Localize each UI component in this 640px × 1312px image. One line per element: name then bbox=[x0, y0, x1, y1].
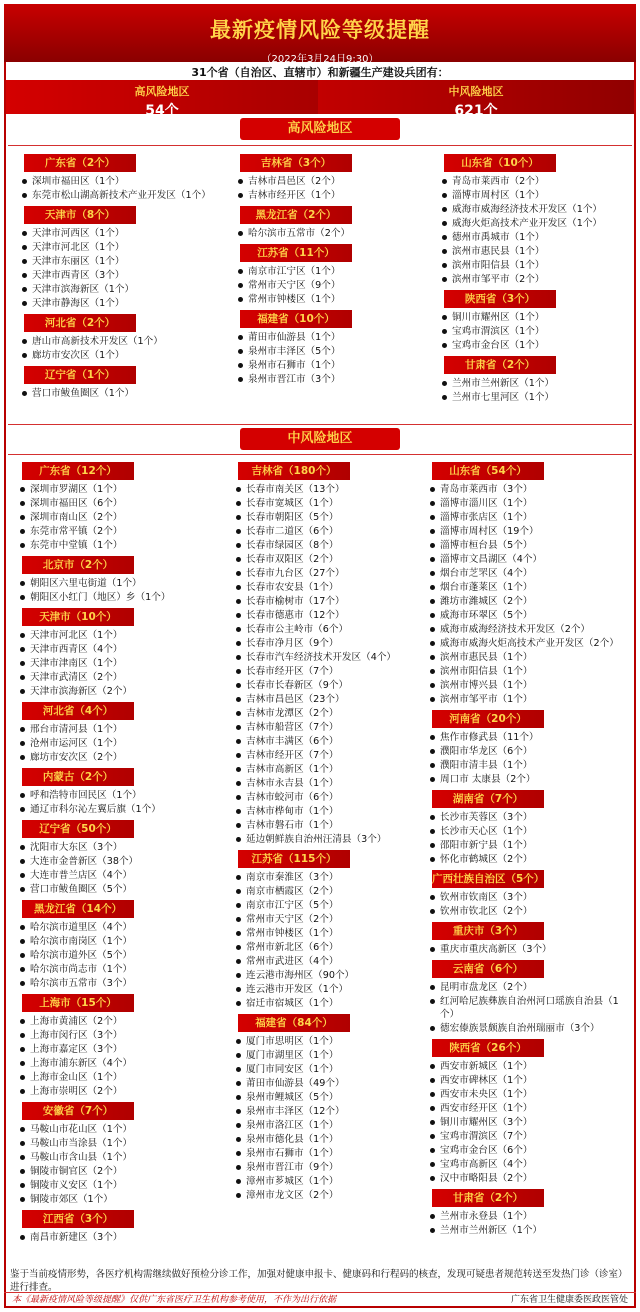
area-item: 滨州市邹平市（2个） bbox=[440, 273, 632, 286]
area-item: 哈尔滨市道外区（5个） bbox=[18, 949, 218, 962]
area-item: 威海市威海经济技术开发区（1个） bbox=[440, 203, 632, 216]
area-list bbox=[18, 921, 218, 990]
area-item: 濮阳市华龙区（6个） bbox=[428, 745, 632, 758]
area-item: 上海市金山区（1个） bbox=[18, 1071, 218, 1084]
area-item: 天津市河北区（1个） bbox=[18, 629, 218, 642]
area-item: 怀化市鹤城区（2个） bbox=[428, 853, 632, 866]
area-item: 东莞市中堂镇（1个） bbox=[18, 539, 218, 552]
province-header: 天津市（10个） bbox=[22, 608, 134, 626]
province-header: 北京市（2个） bbox=[22, 556, 134, 574]
province-header: 甘肃省（2个） bbox=[432, 1189, 544, 1207]
footer bbox=[4, 1292, 636, 1308]
area-item: 兰州市兰州新区（1个） bbox=[428, 1224, 632, 1237]
area-item: 吉林市经开区（7个） bbox=[234, 749, 430, 762]
area-list bbox=[428, 891, 632, 918]
area-item: 滨州市博兴县（1个） bbox=[428, 679, 632, 692]
area-item: 长春市汽车经济技术开发区（4个） bbox=[234, 651, 430, 664]
area-item: 吉林市船营区（7个） bbox=[234, 721, 430, 734]
area-item: 深圳市福田区（1个） bbox=[20, 175, 220, 188]
area-item: 濮阳市清丰县（1个） bbox=[428, 759, 632, 772]
province-header: 陕西省（26个） bbox=[432, 1039, 544, 1057]
province-header: 福建省（10个） bbox=[240, 310, 352, 328]
area-item: 长春市二道区（6个） bbox=[234, 525, 430, 538]
area-item: 常州市钟楼区（1个） bbox=[236, 293, 426, 306]
area-item: 泉州市晋江市（9个） bbox=[234, 1161, 430, 1174]
section-divider bbox=[8, 424, 632, 425]
area-item: 朝阳区六里屯街道（1个） bbox=[18, 577, 218, 590]
header bbox=[4, 4, 636, 65]
area-item: 厦门市思明区（1个） bbox=[234, 1035, 430, 1048]
scope-text: 31个省（自治区、直辖市）和新疆生产建设兵团有： bbox=[191, 66, 449, 79]
area-list bbox=[440, 377, 632, 404]
province-header: 云南省（6个） bbox=[432, 960, 544, 978]
mid-risk-summary-count: 621个 bbox=[454, 103, 498, 119]
area-list bbox=[236, 265, 426, 306]
area-item: 德州市禹城市（1个） bbox=[440, 231, 632, 244]
area-item: 呼和浩特市回民区（1个） bbox=[18, 789, 218, 802]
area-item: 宝鸡市金台区（1个） bbox=[440, 339, 632, 352]
area-item: 泉州市晋江市（3个） bbox=[236, 373, 426, 386]
area-item: 连云港市开发区（1个） bbox=[234, 983, 430, 996]
area-item: 泉州市石狮市（1个） bbox=[234, 1147, 430, 1160]
area-item: 哈尔滨市南岗区（1个） bbox=[18, 935, 218, 948]
province-header: 甘肃省（2个） bbox=[444, 356, 556, 374]
area-list bbox=[18, 841, 218, 896]
area-item: 淄博市周村区（19个） bbox=[428, 525, 632, 538]
area-item: 厦门市同安区（1个） bbox=[234, 1063, 430, 1076]
area-item: 宿迁市宿城区（1个） bbox=[234, 997, 430, 1010]
area-item: 吉林市昌邑区（23个） bbox=[234, 693, 430, 706]
page-title: 最新疫情风险等级提醒 bbox=[210, 18, 430, 42]
notice-text: 鉴于当前疫情形势，各医疗机构需继续做好预检分诊工作，加强对健康申报卡、健康码和行程码的核查，发现可疑患者规范转送至发热门诊（诊室）进行排查。 bbox=[10, 1269, 628, 1293]
province-header: 陕西省（3个） bbox=[444, 290, 556, 308]
area-list bbox=[236, 227, 426, 240]
province-header: 广东省（2个） bbox=[24, 154, 136, 172]
area-list bbox=[20, 175, 220, 202]
province-header: 广西壮族自治区（5个） bbox=[432, 870, 544, 888]
province-header: 江苏省（11个） bbox=[240, 244, 352, 262]
area-item: 吉林市蛟河市（6个） bbox=[234, 791, 430, 804]
area-list bbox=[428, 1210, 632, 1237]
area-item: 长春市南关区（13个） bbox=[234, 483, 430, 496]
area-list bbox=[18, 483, 218, 552]
area-item: 南京市栖霞区（2个） bbox=[234, 885, 430, 898]
province-header: 广东省（12个） bbox=[22, 462, 134, 480]
area-item: 哈尔滨市五常市（3个） bbox=[18, 977, 218, 990]
area-item: 大连市普兰店区（4个） bbox=[18, 869, 218, 882]
area-item: 兰州市永登县（1个） bbox=[428, 1210, 632, 1223]
area-item: 滨州市惠民县（1个） bbox=[440, 245, 632, 258]
footer-source: 广东省卫生健康委医政医管处 bbox=[510, 1295, 628, 1305]
page-subtitle: （2022年3月24日9:30） bbox=[261, 54, 379, 65]
province-header: 吉林省（3个） bbox=[240, 154, 352, 172]
area-item: 莆田市仙游县（1个） bbox=[236, 331, 426, 344]
area-item: 淄博市桓台县（5个） bbox=[428, 539, 632, 552]
area-item: 焦作市修武县（11个） bbox=[428, 731, 632, 744]
area-item: 马鞍山市当涂县（1个） bbox=[18, 1137, 218, 1150]
mid-risk-divider bbox=[8, 454, 632, 455]
area-item: 常州市天宁区（9个） bbox=[236, 279, 426, 292]
area-item: 长春市九台区（27个） bbox=[234, 567, 430, 580]
area-item: 天津市滨海新区（1个） bbox=[20, 283, 220, 296]
area-item: 邢台市清河县（1个） bbox=[18, 723, 218, 736]
area-list bbox=[440, 311, 632, 352]
area-item: 南京市江宁区（1个） bbox=[236, 265, 426, 278]
area-item: 南京市秦淮区（3个） bbox=[234, 871, 430, 884]
area-item: 铜陵市郊区（1个） bbox=[18, 1193, 218, 1206]
area-item: 吉林市高新区（1个） bbox=[234, 763, 430, 776]
high-risk-summary-label: 高风险地区 bbox=[134, 85, 190, 98]
province-header: 上海市（15个） bbox=[22, 994, 134, 1012]
area-list bbox=[234, 1035, 430, 1202]
area-list bbox=[234, 483, 430, 846]
area-item: 营口市鲅鱼圈区（5个） bbox=[18, 883, 218, 896]
area-item: 长沙市天心区（1个） bbox=[428, 825, 632, 838]
area-item: 重庆市重庆高新区（3个） bbox=[428, 943, 632, 956]
high-risk-column-3 bbox=[440, 150, 632, 405]
area-item: 天津市西青区（3个） bbox=[20, 269, 220, 282]
province-header: 河南省（20个） bbox=[432, 710, 544, 728]
province-header: 辽宁省（1个） bbox=[24, 366, 136, 384]
area-item: 滨州市惠民县（1个） bbox=[428, 651, 632, 664]
mid-risk-column-2 bbox=[234, 458, 430, 1203]
area-item: 长春市净月区（9个） bbox=[234, 637, 430, 650]
area-item: 泉州市石狮市（1个） bbox=[236, 359, 426, 372]
area-item: 上海市崇明区（2个） bbox=[18, 1085, 218, 1098]
area-item: 东莞市松山湖高新技术产业开发区（1个） bbox=[20, 189, 220, 202]
area-list bbox=[18, 629, 218, 698]
province-header: 江西省（3个） bbox=[22, 1210, 134, 1228]
area-list bbox=[236, 331, 426, 386]
area-item: 威海市威海火炬高技术产业开发区（2个） bbox=[428, 637, 632, 650]
area-item: 通辽市科尔沁左翼后旗（1个） bbox=[18, 803, 218, 816]
province-header: 黑龙江省（14个） bbox=[22, 900, 134, 918]
province-header: 河北省（4个） bbox=[22, 702, 134, 720]
area-item: 东莞市常平镇（2个） bbox=[18, 525, 218, 538]
province-header: 河北省（2个） bbox=[24, 314, 136, 332]
area-item: 西安市未央区（1个） bbox=[428, 1088, 632, 1101]
area-item: 长春市农安县（1个） bbox=[234, 581, 430, 594]
area-item: 红河哈尼族彝族自治州河口瑶族自治县（1个） bbox=[428, 995, 632, 1021]
area-item: 深圳市福田区（6个） bbox=[18, 497, 218, 510]
area-item: 长春市德惠市（12个） bbox=[234, 609, 430, 622]
area-item: 吉林市永吉县（1个） bbox=[234, 777, 430, 790]
area-list bbox=[18, 1123, 218, 1206]
mid-risk-column-3 bbox=[428, 458, 632, 1238]
area-item: 铜川市耀州区（1个） bbox=[440, 311, 632, 324]
area-item: 莆田市仙游县（49个） bbox=[234, 1077, 430, 1090]
area-item: 马鞍山市花山区（1个） bbox=[18, 1123, 218, 1136]
area-item: 泉州市丰泽区（5个） bbox=[236, 345, 426, 358]
area-list bbox=[428, 1060, 632, 1185]
area-item: 淄博市周村区（1个） bbox=[440, 189, 632, 202]
area-item: 天津市东丽区（1个） bbox=[20, 255, 220, 268]
area-list bbox=[18, 789, 218, 816]
area-item: 铜陵市铜官区（2个） bbox=[18, 1165, 218, 1178]
area-item: 长沙市芙蓉区（3个） bbox=[428, 811, 632, 824]
area-item: 天津市西青区（4个） bbox=[18, 643, 218, 656]
area-item: 廊坊市安次区（1个） bbox=[20, 349, 220, 362]
area-list bbox=[428, 943, 632, 956]
area-item: 青岛市莱西市（3个） bbox=[428, 483, 632, 496]
area-item: 兰州市七里河区（1个） bbox=[440, 391, 632, 404]
area-item: 漳州市芗城区（1个） bbox=[234, 1175, 430, 1188]
area-item: 潍坊市潍城区（2个） bbox=[428, 595, 632, 608]
area-list bbox=[440, 175, 632, 286]
area-item: 哈尔滨市尚志市（1个） bbox=[18, 963, 218, 976]
area-item: 西安市经开区（1个） bbox=[428, 1102, 632, 1115]
area-item: 威海市威海经济技术开发区（2个） bbox=[428, 623, 632, 636]
area-list bbox=[236, 175, 426, 202]
area-item: 常州市武进区（4个） bbox=[234, 955, 430, 968]
province-header: 山东省（54个） bbox=[432, 462, 544, 480]
area-item: 天津市津南区（1个） bbox=[18, 657, 218, 670]
area-item: 朝阳区小红门（地区）乡（1个） bbox=[18, 591, 218, 604]
area-item: 钦州市钦南区（3个） bbox=[428, 891, 632, 904]
area-item: 泉州市洛江区（1个） bbox=[234, 1119, 430, 1132]
area-list bbox=[428, 811, 632, 866]
area-item: 天津市静海区（1个） bbox=[20, 297, 220, 310]
area-item: 常州市新北区（6个） bbox=[234, 941, 430, 954]
province-header: 黑龙江省（2个） bbox=[240, 206, 352, 224]
area-item: 连云港市海州区（90个） bbox=[234, 969, 430, 982]
mid-risk-banner: 中风险地区 bbox=[240, 428, 400, 450]
province-header: 山东省（10个） bbox=[444, 154, 556, 172]
area-item: 长春市双阳区（2个） bbox=[234, 553, 430, 566]
area-item: 昆明市盘龙区（2个） bbox=[428, 981, 632, 994]
area-item: 马鞍山市含山县（1个） bbox=[18, 1151, 218, 1164]
area-list bbox=[18, 1015, 218, 1098]
area-list bbox=[20, 227, 220, 310]
area-item: 铜川市耀州区（3个） bbox=[428, 1116, 632, 1129]
area-item: 长春市绿园区（8个） bbox=[234, 539, 430, 552]
province-header: 湖南省（7个） bbox=[432, 790, 544, 808]
area-item: 上海市黄浦区（2个） bbox=[18, 1015, 218, 1028]
high-risk-summary-count: 54个 bbox=[145, 103, 179, 119]
area-item: 淄博市张店区（1个） bbox=[428, 511, 632, 524]
area-item: 长春市朝阳区（5个） bbox=[234, 511, 430, 524]
area-item: 长春市公主岭市（6个） bbox=[234, 623, 430, 636]
area-item: 天津市武清区（2个） bbox=[18, 671, 218, 684]
area-item: 烟台市芝罘区（4个） bbox=[428, 567, 632, 580]
area-item: 吉林市昌邑区（2个） bbox=[236, 175, 426, 188]
area-item: 沧州市运河区（1个） bbox=[18, 737, 218, 750]
area-item: 唐山市高新技术开发区（1个） bbox=[20, 335, 220, 348]
area-list bbox=[18, 723, 218, 764]
area-item: 周口市 太康县（2个） bbox=[428, 773, 632, 786]
area-item: 长春市经开区（7个） bbox=[234, 665, 430, 678]
area-item: 吉林市桦甸市（1个） bbox=[234, 805, 430, 818]
province-header: 吉林省（180个） bbox=[238, 462, 350, 480]
area-item: 淄博市文昌湖区（4个） bbox=[428, 553, 632, 566]
area-item: 天津市河西区（1个） bbox=[20, 227, 220, 240]
mid-risk-summary-label: 中风险地区 bbox=[448, 85, 504, 98]
area-item: 钦州市钦北区（2个） bbox=[428, 905, 632, 918]
area-item: 廊坊市安次区（2个） bbox=[18, 751, 218, 764]
area-item: 常州市天宁区（2个） bbox=[234, 913, 430, 926]
high-risk-column-2 bbox=[236, 150, 426, 387]
high-risk-column-1 bbox=[20, 150, 220, 401]
mid-risk-summary bbox=[318, 80, 634, 119]
area-list bbox=[428, 731, 632, 786]
area-item: 铜陵市义安区（1个） bbox=[18, 1179, 218, 1192]
area-item: 深圳市罗湖区（1个） bbox=[18, 483, 218, 496]
area-item: 汉中市略阳县（2个） bbox=[428, 1172, 632, 1185]
area-item: 长春市长春新区（9个） bbox=[234, 679, 430, 692]
area-list bbox=[234, 871, 430, 1010]
province-header: 重庆市（3个） bbox=[432, 922, 544, 940]
area-item: 宝鸡市高新区（4个） bbox=[428, 1158, 632, 1171]
area-item: 滨州市邹平市（1个） bbox=[428, 693, 632, 706]
area-item: 威海火炬高技术产业开发区（1个） bbox=[440, 217, 632, 230]
area-item: 吉林市丰满区（6个） bbox=[234, 735, 430, 748]
area-item: 威海市环翠区（5个） bbox=[428, 609, 632, 622]
area-item: 长春市宽城区（1个） bbox=[234, 497, 430, 510]
area-list bbox=[18, 1231, 218, 1244]
province-header: 内蒙古（2个） bbox=[22, 768, 134, 786]
area-item: 滨州市阳信县（1个） bbox=[428, 665, 632, 678]
area-item: 泉州市鲤城区（5个） bbox=[234, 1091, 430, 1104]
area-item: 常州市钟楼区（1个） bbox=[234, 927, 430, 940]
area-item: 西安市新城区（1个） bbox=[428, 1060, 632, 1073]
area-item: 长春市榆树市（17个） bbox=[234, 595, 430, 608]
area-item: 漳州市龙文区（2个） bbox=[234, 1189, 430, 1202]
area-item: 泉州市德化县（1个） bbox=[234, 1133, 430, 1146]
area-item: 哈尔滨市道里区（4个） bbox=[18, 921, 218, 934]
area-list bbox=[428, 981, 632, 1035]
area-list bbox=[20, 335, 220, 362]
province-header: 辽宁省（50个） bbox=[22, 820, 134, 838]
area-item: 宝鸡市渭滨区（1个） bbox=[440, 325, 632, 338]
area-item: 吉林市龙潭区（2个） bbox=[234, 707, 430, 720]
area-item: 上海市闵行区（3个） bbox=[18, 1029, 218, 1042]
area-item: 吉林市经开区（1个） bbox=[236, 189, 426, 202]
area-item: 大连市金普新区（38个） bbox=[18, 855, 218, 868]
area-list bbox=[18, 577, 218, 604]
province-header: 安徽省（7个） bbox=[22, 1102, 134, 1120]
area-list bbox=[20, 387, 220, 400]
area-item: 宝鸡市金台区（6个） bbox=[428, 1144, 632, 1157]
area-item: 泉州市丰泽区（12个） bbox=[234, 1105, 430, 1118]
area-item: 西安市碑林区（1个） bbox=[428, 1074, 632, 1087]
area-list bbox=[428, 483, 632, 706]
high-risk-banner: 高风险地区 bbox=[240, 118, 400, 140]
area-item: 青岛市莱西市（2个） bbox=[440, 175, 632, 188]
area-item: 邵阳市新宁县（1个） bbox=[428, 839, 632, 852]
mid-risk-column-1 bbox=[18, 458, 218, 1245]
area-item: 天津市河北区（1个） bbox=[20, 241, 220, 254]
area-item: 深圳市南山区（2个） bbox=[18, 511, 218, 524]
area-item: 宝鸡市渭滨区（7个） bbox=[428, 1130, 632, 1143]
high-risk-divider bbox=[8, 145, 632, 146]
area-item: 滨州市阳信县（1个） bbox=[440, 259, 632, 272]
area-item: 上海市浦东新区（4个） bbox=[18, 1057, 218, 1070]
area-item: 天津市滨海新区（2个） bbox=[18, 685, 218, 698]
area-item: 吉林市磐石市（1个） bbox=[234, 819, 430, 832]
area-item: 南京市江宁区（5个） bbox=[234, 899, 430, 912]
area-item: 上海市嘉定区（3个） bbox=[18, 1043, 218, 1056]
area-item: 烟台市蓬莱区（1个） bbox=[428, 581, 632, 594]
high-risk-summary bbox=[6, 80, 318, 119]
footer-disclaimer: 本《最新疫情风险等级提醒》仅供广东省医疗卫生机构参考使用，不作为出行依据 bbox=[12, 1295, 337, 1305]
area-item: 沈阳市大东区（3个） bbox=[18, 841, 218, 854]
area-item: 厦门市湖里区（1个） bbox=[234, 1049, 430, 1062]
province-header: 天津市（8个） bbox=[24, 206, 136, 224]
area-item: 德宏傣族景颇族自治州瑞丽市（3个） bbox=[428, 1022, 632, 1035]
province-header: 江苏省（115个） bbox=[238, 850, 350, 868]
area-item: 哈尔滨市五常市（2个） bbox=[236, 227, 426, 240]
area-item: 延边朝鲜族自治州汪清县（3个） bbox=[234, 833, 430, 846]
province-header: 福建省（84个） bbox=[238, 1014, 350, 1032]
area-item: 南昌市新建区（3个） bbox=[18, 1231, 218, 1244]
area-item: 营口市鲅鱼圈区（1个） bbox=[20, 387, 220, 400]
area-item: 淄博市淄川区（1个） bbox=[428, 497, 632, 510]
area-item: 兰州市兰州新区（1个） bbox=[440, 377, 632, 390]
